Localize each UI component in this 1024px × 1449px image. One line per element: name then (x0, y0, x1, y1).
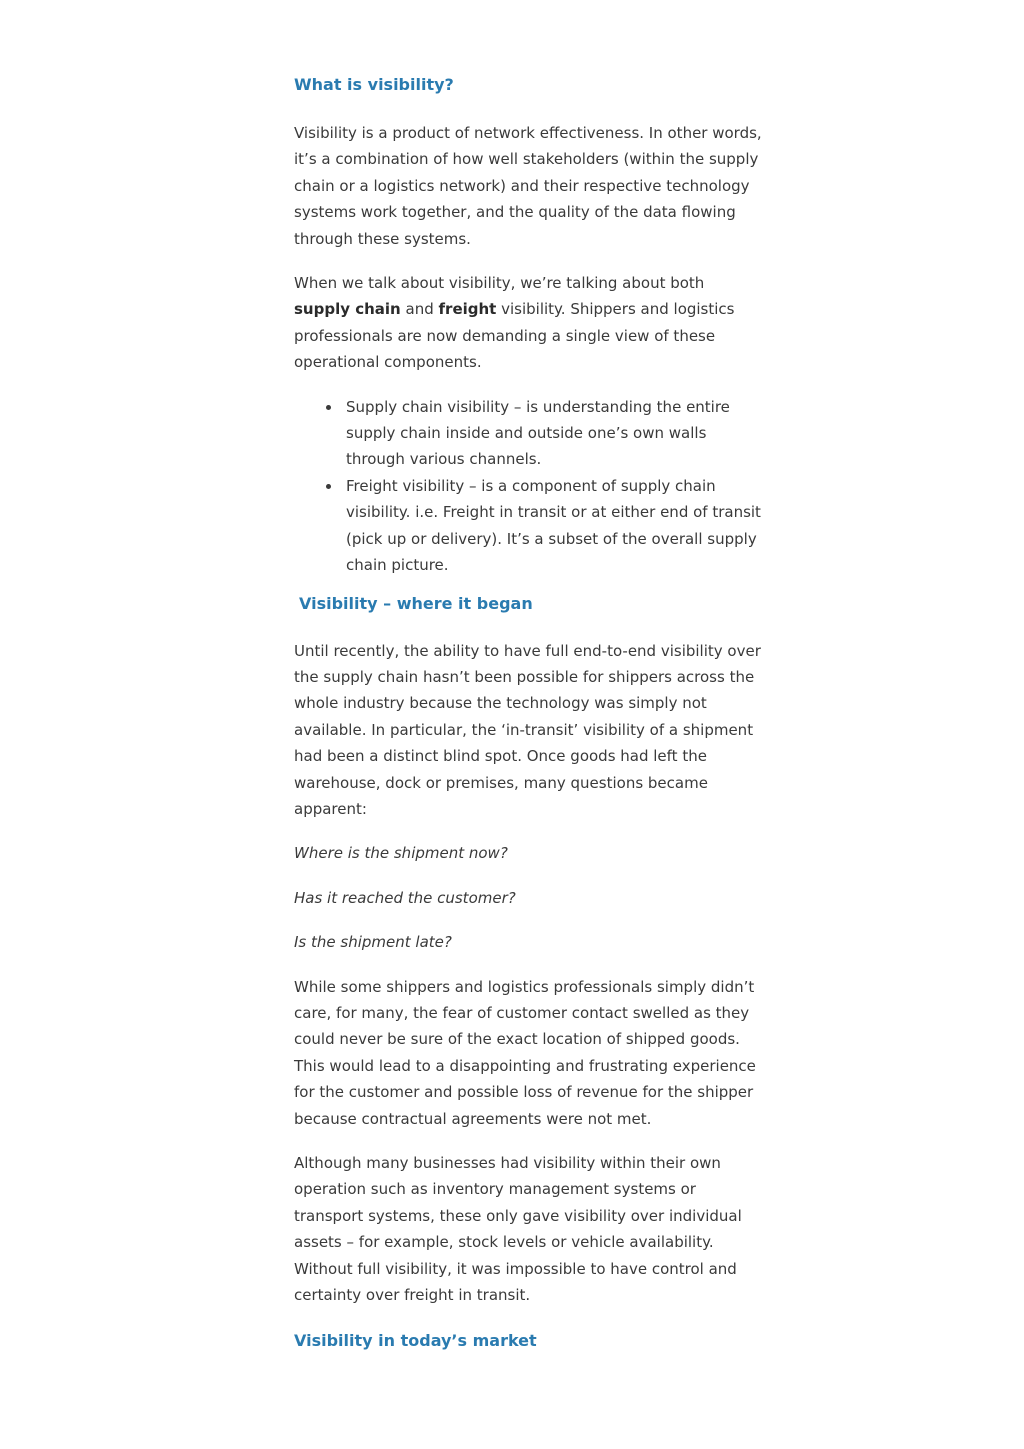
paragraph-asset-visibility: Although many businesses had visibility within their own operation such as inventory management systems or transport systems, these only gave visibility over individual assets – for example, stock levels or vehicle availability. Without full visibility, it was impossible to have control and certainty over freight in transit. (294, 1154, 742, 1305)
question-where-now: Where is the shipment now? (294, 844, 508, 863)
bullet-icon (326, 484, 331, 489)
bold-supply-chain: supply chain (294, 300, 401, 319)
bullet-icon (326, 405, 331, 410)
text-segment: When we talk about visibility, we’re talking about both (294, 274, 705, 293)
document-body (294, 72, 764, 1354)
list-item (346, 394, 764, 473)
list-item-text: Supply chain visibility – is understanding the entire supply chain inside and outside one’s own walls through various channels. (346, 397, 730, 469)
question-reached-customer: Has it reached the customer? (294, 888, 516, 907)
visibility-types-list (294, 394, 764, 579)
paragraph-definition: Visibility is a product of network effectiveness. In other words, it’s a combination of how well stakeholders (within the supply chain or a logistics network) and their respective technology systems work together, and the quality of the data flowing through these systems. (294, 124, 762, 248)
heading-where-it-began: Visibility – where it began (299, 593, 533, 613)
list-item (346, 473, 764, 579)
paragraph-history: Until recently, the ability to have full end-to-end visibility over the supply chain hasn’t been possible for shippers across the whole industry because the technology was simply not available. In particular, the ‘in-transit’ visibility of a shipment had been a distinct blind spot. Once goods had left the warehouse, dock or premises, many questions became apparent: (294, 641, 761, 818)
list-item-text: Freight visibility – is a component of supply chain visibility. i.e. Freight in transit or at either end of transit (pick up or delivery). It’s a subset of the overall supply chain picture. (346, 476, 761, 575)
paragraph-supply-chain-freight (294, 270, 764, 376)
text-segment: and (400, 300, 439, 319)
bold-freight: freight (438, 300, 497, 319)
heading-todays-market: Visibility in today’s market (294, 1331, 537, 1351)
question-late: Is the shipment late? (294, 933, 452, 952)
text-segment: visibility. Shippers and logistics professionals are now demanding a single view of these operational components. (294, 300, 735, 372)
heading-what-is-visibility: What is visibility? (294, 75, 454, 94)
paragraph-customer-contact: While some shippers and logistics professionals simply didn’t care, for many, the fear of customer contact swelled as they could never be sure of the exact location of shipped goods. This would lead to a disappointing and frustrating experience for the customer and possible loss of revenue for the shipper because contractual agreements were not met. (294, 977, 756, 1128)
